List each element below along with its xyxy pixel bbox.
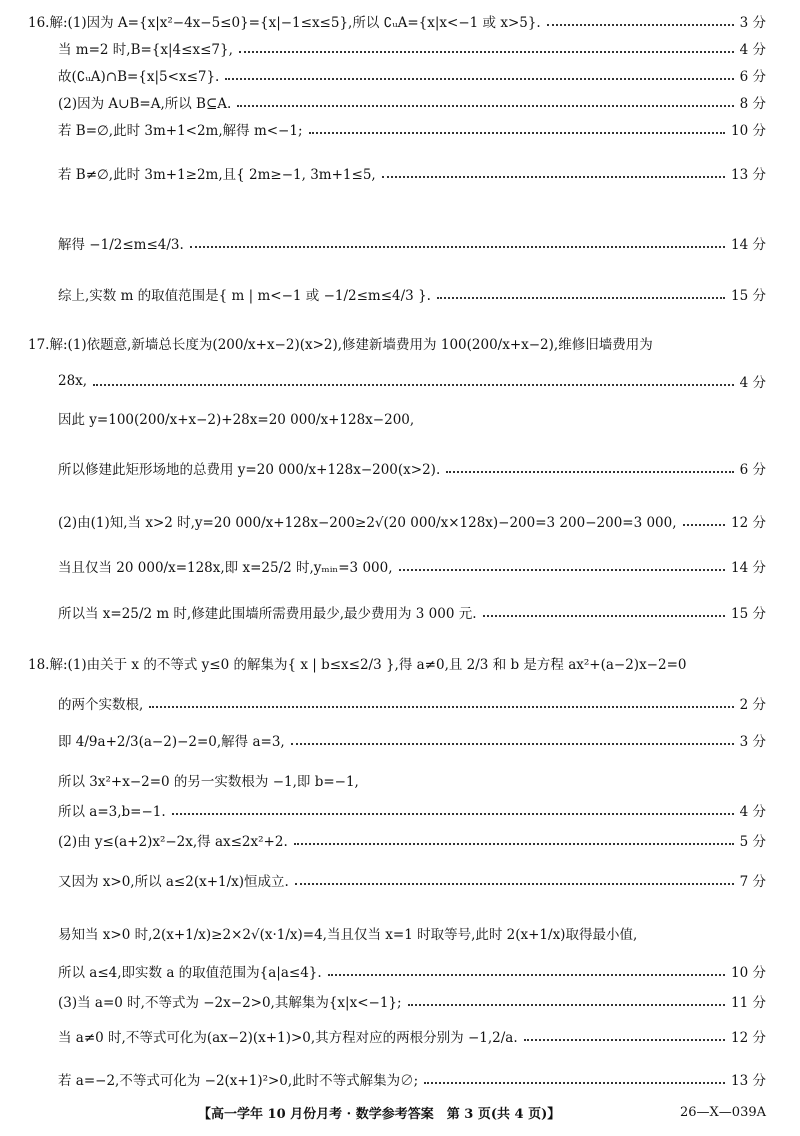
score-label: 13 分 (731, 1073, 766, 1089)
score-label: 15 分 (731, 288, 766, 304)
score-label: 10 分 (731, 965, 766, 981)
score-label: 12 分 (731, 1030, 766, 1046)
score-label: 14 分 (731, 560, 766, 576)
line-text: 17.解:(1)依题意,新墙总长度为(200/x+x−2)(x>2),修建新墙费用为 100(200/x+x−2),维修旧墙费用为 (28, 337, 653, 353)
line-text: 即 4/9a+2/3(a−2)−2=0,解得 a=3, (58, 734, 285, 750)
score-label: 4 分 (739, 375, 766, 391)
line-text: 当 a≠0 时,不等式可化为(ax−2)(x+1)>0,其方程对应的两根分别为 −1,2/a. (58, 1030, 518, 1046)
dotted-leader (149, 705, 733, 708)
dotted-leader (237, 104, 733, 107)
score-label: 14 分 (731, 237, 766, 253)
score-label: 4 分 (739, 42, 766, 58)
answer-line (58, 727, 766, 753)
line-text: 当 m=2 时,B={x|4≤x≤7}, (58, 42, 233, 58)
score-label: 15 分 (731, 606, 766, 622)
line-text: (3)当 a=0 时,不等式为 −2x−2>0,其解集为{x|x<−1}; (58, 995, 402, 1011)
dotted-leader (424, 1081, 725, 1084)
score-label: 7 分 (739, 874, 766, 890)
line-text: 16.解:(1)因为 A={x|x²−4x−5≤0}={x|−1≤x≤5},所以 ∁ᵤA={x|x<−1 或 x>5}. (28, 15, 541, 31)
answer-line (28, 8, 766, 34)
dotted-leader (239, 50, 734, 53)
line-text: 18.解:(1)由关于 x 的不等式 y≤0 的解集为{ x | b≤x≤2/3 },得 a≠0,且 2/3 和 b 是方程 ax²+(a−2)x−2=0 (28, 657, 687, 673)
line-text: 所以当 x=25/2 m 时,修建此围墙所需费用最少,最少费用为 3 000 元. (58, 606, 477, 622)
line-text: 若 a=−2,不等式可化为 −2(x+1)²>0,此时不等式解集为∅; (58, 1073, 419, 1089)
line-text: 所以修建此矩形场地的总费用 y=20 000/x+128x−200(x>2). (58, 462, 441, 478)
answer-line (58, 455, 766, 481)
answer-line (28, 330, 766, 356)
answer-line (58, 1023, 766, 1049)
answer-line (58, 958, 766, 984)
line-text: 因此 y=100(200/x+x−2)+28x=20 000/x+128x−200, (58, 412, 415, 428)
page-footer (0, 1100, 800, 1124)
line-text: 故(∁ᵤA)∩B={x|5<x≤7}. (58, 69, 220, 85)
score-label: 12 分 (731, 515, 766, 531)
dotted-leader (294, 842, 734, 845)
score-label: 2 分 (739, 697, 766, 713)
answer-line (58, 797, 766, 823)
dotted-leader (190, 245, 725, 248)
answer-line (58, 35, 766, 61)
score-label: 6 分 (739, 462, 766, 478)
answer-line (28, 650, 766, 676)
dotted-leader (483, 614, 725, 617)
dotted-leader (295, 882, 734, 885)
dotted-leader (437, 296, 725, 299)
dotted-leader (446, 470, 733, 473)
dotted-leader (683, 523, 725, 526)
answer-line (58, 827, 766, 853)
answer-line (58, 116, 766, 142)
line-text: 所以 a=3,b=−1. (58, 804, 166, 820)
footer-code: 26—X—039A (680, 1104, 766, 1120)
line-text: 若 B≠∅,此时 3m+1≥2m,且{ 2m≥−1, 3m+1≤5, (58, 167, 376, 183)
line-text: 若 B=∅,此时 3m+1<2m,解得 m<−1; (58, 123, 303, 139)
answer-line (58, 230, 766, 256)
answer-line (58, 920, 766, 946)
line-text: 的两个实数根, (58, 697, 144, 713)
score-label: 8 分 (739, 96, 766, 112)
answer-line (58, 368, 766, 394)
dotted-leader (408, 1003, 725, 1006)
answer-line (58, 508, 766, 534)
line-text: 解得 −1/2≤m≤4/3. (58, 237, 184, 253)
answer-line (58, 62, 766, 88)
line-text: 当且仅当 20 000/x=128x,即 x=25/2 时,yₘᵢₙ=3 000, (58, 560, 393, 576)
dotted-leader (382, 175, 725, 178)
answer-line (58, 405, 766, 431)
dotted-leader (291, 742, 734, 745)
line-text: (2)由(1)知,当 x>2 时,y=20 000/x+128x−200≥2√(20 000/x×128x)−200=3 200−200=3 000, (58, 515, 677, 531)
line-text: 28x, (58, 373, 88, 389)
score-label: 4 分 (739, 804, 766, 820)
line-text: (2)由 y≤(a+2)x²−2x,得 ax≤2x²+2. (58, 834, 288, 850)
score-label: 5 分 (739, 834, 766, 850)
dotted-leader (524, 1038, 725, 1041)
answer-line (58, 1066, 766, 1092)
dotted-leader (328, 973, 725, 976)
footer-title: 【高一学年 10 月份月考 · 数学参考答案 第 3 页(共 4 页)】 (198, 1106, 561, 1122)
score-label: 6 分 (739, 69, 766, 85)
answer-line (58, 867, 766, 893)
dotted-leader (172, 812, 734, 815)
score-label: 3 分 (739, 15, 766, 31)
line-text: 所以 a≤4,即实数 a 的取值范围为{a|a≤4}. (58, 965, 322, 981)
score-label: 10 分 (731, 123, 766, 139)
answer-line (58, 160, 766, 186)
answer-line (58, 89, 766, 115)
answer-line (58, 553, 766, 579)
line-text: (2)因为 A∪B=A,所以 B⊆A. (58, 96, 232, 112)
line-text: 又因为 x>0,所以 a≤2(x+1/x)恒成立. (58, 874, 289, 890)
score-label: 11 分 (731, 995, 766, 1011)
answer-line (58, 767, 766, 793)
score-label: 3 分 (739, 734, 766, 750)
dotted-leader (309, 131, 726, 134)
answer-line (58, 281, 766, 307)
dotted-leader (547, 23, 734, 26)
line-text: 综上,实数 m 的取值范围是{ m | m<−1 或 −1/2≤m≤4/3 }. (58, 288, 431, 304)
line-text: 所以 3x²+x−2=0 的另一实数根为 −1,即 b=−1, (58, 774, 359, 790)
answer-line (58, 599, 766, 625)
dotted-leader (399, 568, 726, 571)
answer-line (58, 690, 766, 716)
score-label: 13 分 (731, 167, 766, 183)
dotted-leader (93, 383, 734, 386)
line-text: 易知当 x>0 时,2(x+1/x)≥2×2√(x·1/x)=4,当且仅当 x=1 时取等号,此时 2(x+1/x)取得最小值, (58, 927, 638, 943)
dotted-leader (225, 77, 733, 80)
answer-line (58, 988, 766, 1014)
